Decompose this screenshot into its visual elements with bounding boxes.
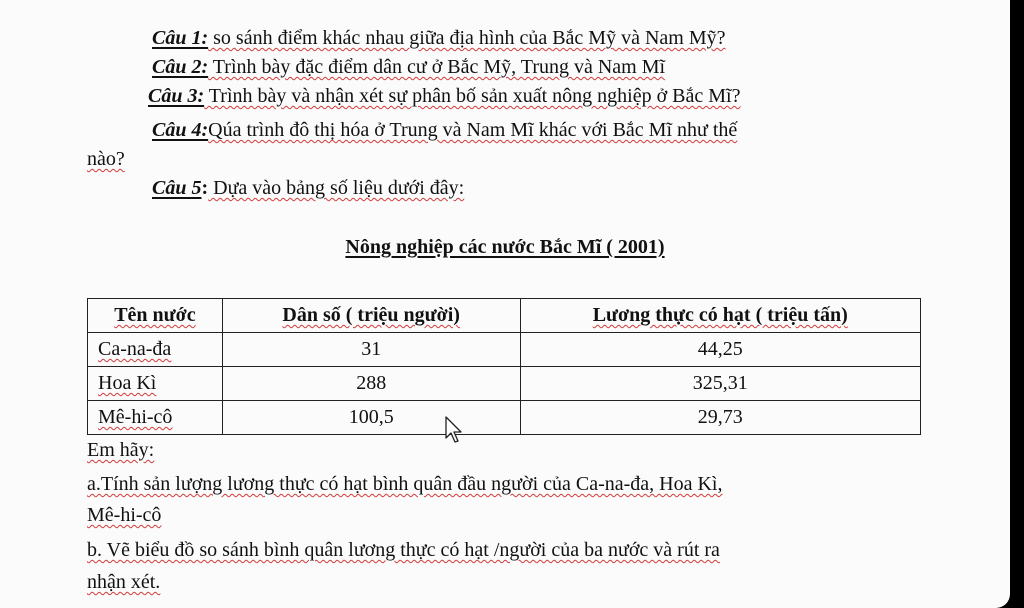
- question-4-label: Câu 4:: [152, 119, 209, 141]
- cell-population: 31: [222, 333, 520, 367]
- header-population: [222, 299, 520, 333]
- table-title: [0, 236, 1010, 259]
- cell-country-text: Ca-na-đa: [98, 338, 172, 360]
- task-a-line-1-text: a.Tính sản lượng lương thực có hạt bình quân đầu người của Ca-na-đa, Hoa Kì,: [87, 473, 723, 495]
- header-country: [88, 299, 223, 333]
- cell-grain: 325,31: [520, 367, 920, 401]
- task-b-line-2: [87, 570, 160, 594]
- mouse-cursor-icon: [444, 416, 464, 444]
- cell-country: [88, 401, 223, 435]
- question-3-text: Trình bày và nhận xét sự phân bố sản xuất nông nghiệp ở Bắc Mĩ?: [204, 85, 741, 107]
- task-b-line-2-text: nhận xét.: [87, 571, 161, 593]
- table-row: [88, 367, 921, 401]
- agriculture-table: [87, 298, 921, 435]
- cell-country: [88, 333, 223, 367]
- cell-country-text: Mê-hi-cô: [98, 406, 173, 428]
- question-4: [152, 118, 737, 142]
- question-3-label: Câu 3:: [148, 85, 205, 107]
- table-row: [88, 333, 921, 367]
- table-header-row: [88, 299, 921, 333]
- question-4-continuation: [87, 147, 125, 171]
- question-4-text: Qúa trình đô thị hóa ở Trung và Nam Mĩ khác với Bắc Mĩ như thế: [208, 119, 738, 141]
- header-grain-text: Lương thực có hạt ( triệu tấn): [592, 304, 848, 326]
- table-row: [88, 401, 921, 435]
- cell-population: 100,5: [222, 401, 520, 435]
- task-b-line-1-text: b. Vẽ biểu đồ so sánh bình quân lương thực có hạt /người của ba nước và rút ra: [87, 539, 720, 561]
- task-intro: [87, 438, 154, 462]
- task-intro-text: Em hãy:: [87, 439, 155, 461]
- header-population-text: Dân số ( triệu người): [282, 304, 460, 326]
- header-country-text: Tên nước: [114, 304, 196, 326]
- question-2: [152, 55, 665, 79]
- task-b-line-1: [87, 538, 720, 562]
- question-5: [152, 176, 464, 200]
- cell-country-text: Hoa Kì: [98, 372, 157, 394]
- question-3: [148, 84, 740, 108]
- question-1-label: Câu 1:: [152, 27, 209, 49]
- question-4-continuation-text: nào?: [87, 148, 125, 170]
- question-2-text: Trình bày đặc điểm dân cư ở Bắc Mỹ, Trung và Nam Mĩ: [208, 56, 666, 78]
- table-title-text: Nông nghiệp các nước Bắc Mĩ ( 2001): [345, 236, 665, 258]
- task-a-line-1: [87, 472, 723, 496]
- question-1: [152, 26, 726, 50]
- question-5-label: Câu 5: [152, 177, 202, 199]
- question-5-text: Dựa vào bảng số liệu dưới đây:: [208, 177, 465, 199]
- cell-grain: 29,73: [520, 401, 920, 435]
- cell-grain: 44,25: [520, 333, 920, 367]
- cell-country: [88, 367, 223, 401]
- cell-population: 288: [222, 367, 520, 401]
- task-a-line-2: [87, 503, 161, 527]
- question-5-colon: :: [201, 177, 209, 199]
- question-2-label: Câu 2:: [152, 56, 209, 78]
- header-grain: [520, 299, 920, 333]
- question-1-text: so sánh điểm khác nhau giữa địa hình của Bắc Mỹ và Nam Mỹ?: [208, 27, 726, 49]
- task-a-line-2-text: Mê-hi-cô: [87, 504, 162, 526]
